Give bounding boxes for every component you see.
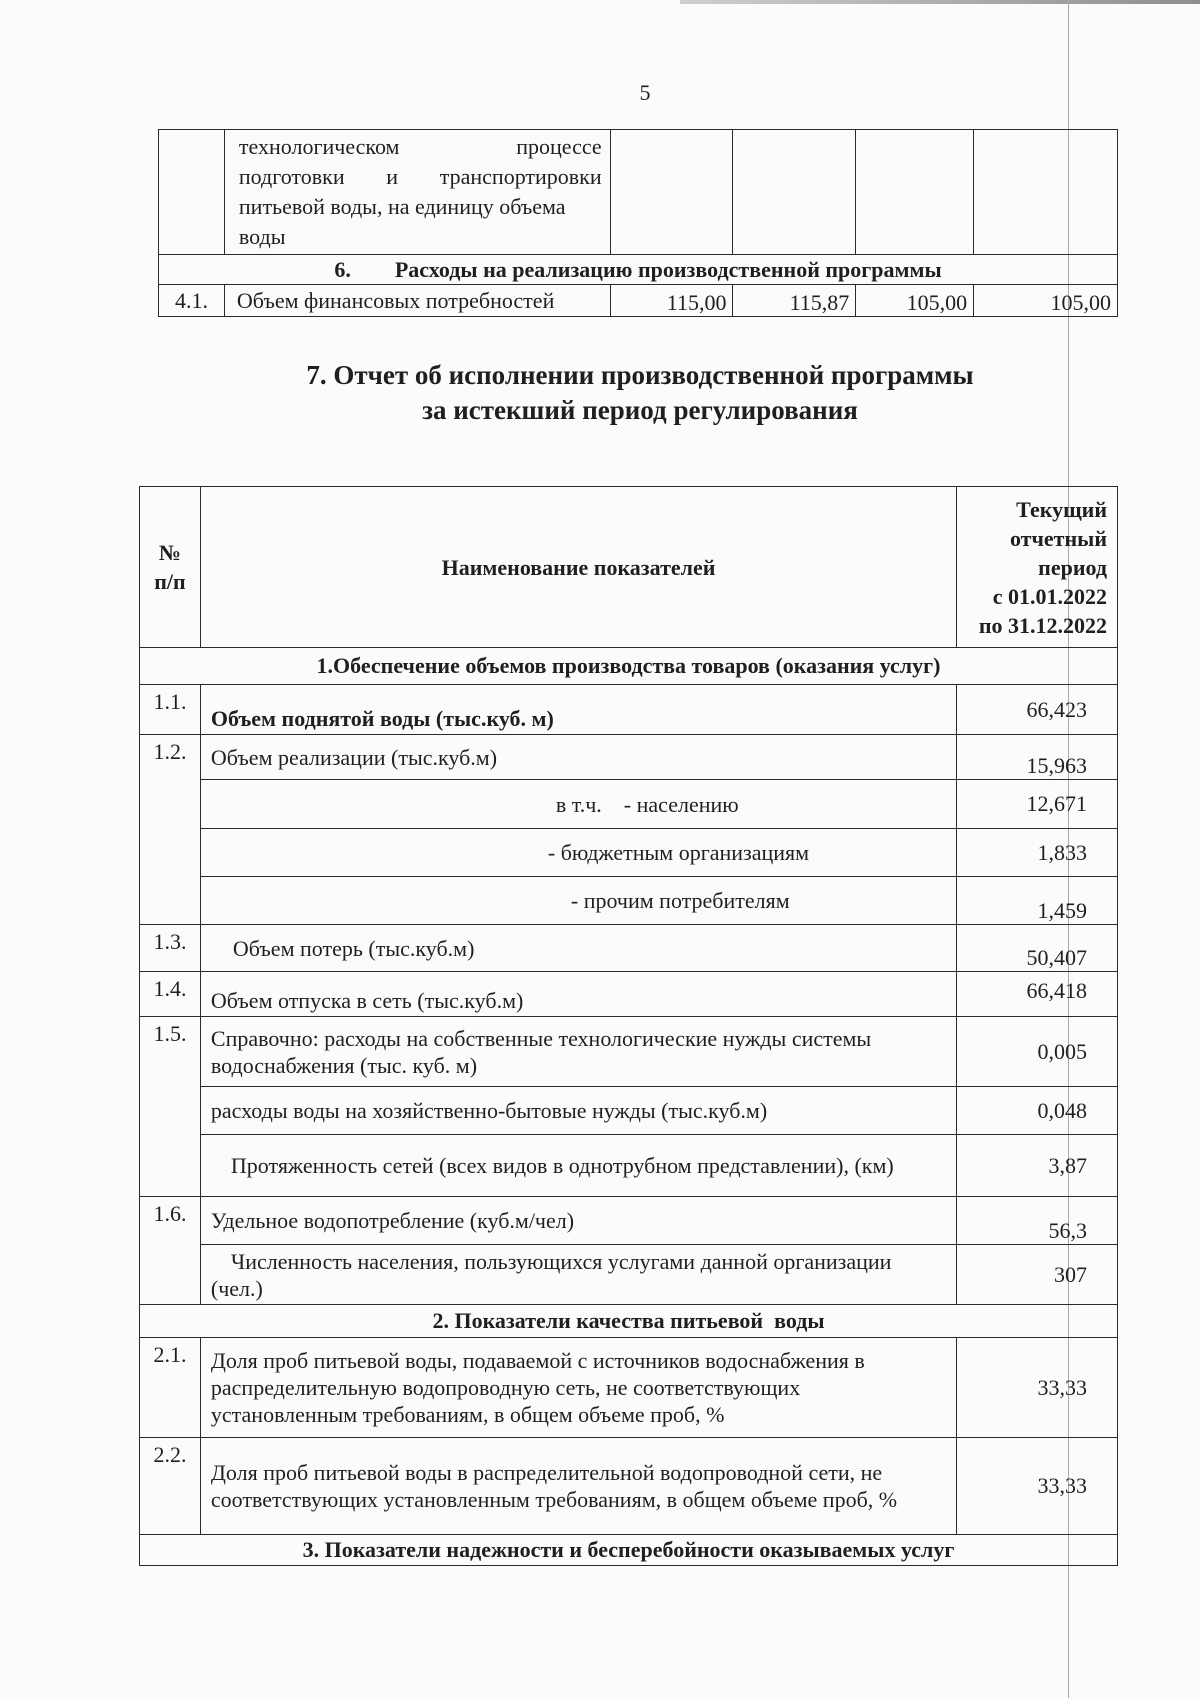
- header-number: [140, 487, 201, 648]
- empty-cell: [974, 130, 1118, 255]
- section-2-title: 2. Показатели качества питьевой воды: [140, 1305, 1118, 1338]
- row-value: 0,005: [957, 1017, 1118, 1087]
- table-row: [140, 1438, 1118, 1535]
- row-name: - бюджетным организациям: [200, 829, 956, 877]
- row-name: Объем финансовых потребностей: [224, 285, 610, 317]
- continuation-text-cell: [224, 130, 610, 255]
- heading-line-2: за истекший период регулирования: [422, 395, 858, 425]
- row-name: - прочим потребителям: [200, 877, 956, 925]
- row-number: 1.2.: [140, 735, 201, 925]
- row-value: 50,407: [957, 925, 1118, 972]
- row-number: 1.5.: [140, 1017, 201, 1197]
- word-2: процессе: [516, 134, 602, 159]
- section-3-row: [140, 1535, 1118, 1566]
- table-header: [140, 487, 1118, 648]
- table-row: [140, 1338, 1118, 1438]
- page-number: 5: [639, 80, 651, 105]
- header-current-line-3: период: [1038, 554, 1107, 580]
- row-name: в т.ч. - населению: [200, 780, 956, 829]
- empty-cell: [733, 130, 856, 255]
- section-1-title: 1.Обеспечение объемов производства товаров (оказания услуг): [140, 648, 1118, 685]
- header-current-line-5: по 31.12.2022: [978, 612, 1107, 638]
- row-value: 0,048: [957, 1087, 1118, 1135]
- row-name: Численность населения, пользующихся услугами данной организации (чел.): [200, 1245, 956, 1305]
- row-number: 1.6.: [140, 1197, 201, 1305]
- row-value: 33,33: [957, 1338, 1118, 1438]
- section-6-row: [159, 255, 1118, 285]
- empty-num-cell: [159, 130, 225, 255]
- scan-edge-shadow: [680, 0, 1200, 4]
- row-value: 56,3: [957, 1197, 1118, 1245]
- heading-line-1: 7. Отчет об исполнении производственной программы: [306, 360, 974, 390]
- row-name: Доля проб питьевой воды в распределительной водопроводной сети, не соответствующих установленным требованиям, в общем объеме проб, %: [200, 1438, 956, 1535]
- table-row: [140, 1017, 1118, 1087]
- header-number-line-2: п/п: [154, 569, 186, 594]
- header-name: Наименование показателей: [200, 487, 956, 648]
- empty-cell: [610, 130, 733, 255]
- empty-cell: [856, 130, 974, 255]
- table-row: [140, 829, 1118, 877]
- row-number: 1.3.: [140, 925, 201, 972]
- word-5: транспортировки: [439, 164, 602, 189]
- row-value: 33,33: [957, 1438, 1118, 1535]
- row-value: 15,963: [957, 735, 1118, 780]
- header-number-line-1: №: [158, 540, 181, 565]
- row-name: Доля проб питьевой воды, подаваемой с источников водоснабжения в распределительную водопроводную сеть, не соответствующих установленным требованиям, в общем объеме проб, %: [200, 1338, 956, 1438]
- table-row: [140, 735, 1118, 780]
- header-current-line-1: Текущий: [1016, 496, 1107, 522]
- value-cell: 115,00: [610, 285, 733, 317]
- word-4: и: [386, 164, 399, 189]
- row-name: Справочно: расходы на собственные технологические нужды системы водоснабжения (тыс. куб. м): [200, 1017, 956, 1087]
- continuation-row: [159, 130, 1118, 255]
- report-table: [139, 486, 1118, 1566]
- row-name: расходы воды на хозяйственно-бытовые нужды (тыс.куб.м): [200, 1087, 956, 1135]
- header-current-line-2: отчетный: [1009, 525, 1107, 551]
- table-row: [140, 972, 1118, 1017]
- row-name: Объем отпуска в сеть (тыс.куб.м): [200, 972, 956, 1017]
- continuation-line-1: [239, 132, 602, 162]
- row-value: 66,423: [957, 685, 1118, 735]
- row-value: 307: [957, 1245, 1118, 1305]
- section-heading: [160, 358, 1120, 428]
- row-name: Удельное водопотребление (куб.м/чел): [200, 1197, 956, 1245]
- row-name: Протяженность сетей (всех видов в однотрубном представлении), (км): [200, 1135, 956, 1197]
- row-number: 2.1.: [140, 1338, 201, 1438]
- row-name: Объем поднятой воды (тыс.куб. м): [200, 685, 956, 735]
- continuation-line-2: [239, 162, 602, 192]
- value-cell: 105,00: [856, 285, 974, 317]
- section-3-title: 3. Показатели надежности и бесперебойности оказываемых услуг: [140, 1535, 1118, 1566]
- continuation-line-4: воды: [238, 224, 286, 249]
- value-cell: 115,87: [733, 285, 856, 317]
- value-cell: 105,00: [974, 285, 1118, 317]
- continuation-line-3: питьевой воды, на единицу объема: [238, 194, 566, 219]
- table-row: [140, 1245, 1118, 1305]
- row-name: Объем потерь (тыс.куб.м): [200, 925, 956, 972]
- row-number: 4.1.: [159, 285, 225, 317]
- section-6-title: 6. Расходы на реализацию производственной программы: [159, 255, 1118, 285]
- row-value: 66,418: [957, 972, 1118, 1017]
- row-number: 1.4.: [140, 972, 201, 1017]
- table-row: [140, 1135, 1118, 1197]
- table-row: [140, 1197, 1118, 1245]
- row-number: 2.2.: [140, 1438, 201, 1535]
- table-row: [140, 780, 1118, 829]
- table-row: [140, 1087, 1118, 1135]
- section-2-row: [140, 1305, 1118, 1338]
- continuation-table: [158, 129, 1118, 317]
- continuation-text: [225, 130, 610, 254]
- header-current-line-4: с 01.01.2022: [992, 583, 1107, 609]
- row-value: 1,459: [957, 877, 1118, 925]
- table-row: [140, 877, 1118, 925]
- header-current-period: [957, 487, 1118, 648]
- table-row: [140, 925, 1118, 972]
- row-number: 1.1.: [140, 685, 201, 735]
- table-row: [140, 685, 1118, 735]
- word-1: технологическом: [238, 134, 400, 159]
- row-value: 3,87: [957, 1135, 1118, 1197]
- row-value: 1,833: [957, 829, 1118, 877]
- row-name: Объем реализации (тыс.куб.м): [200, 735, 956, 780]
- row-4-1: [159, 285, 1118, 317]
- word-3: подготовки: [238, 164, 345, 189]
- section-1-row: [140, 648, 1118, 685]
- row-value: 12,671: [957, 780, 1118, 829]
